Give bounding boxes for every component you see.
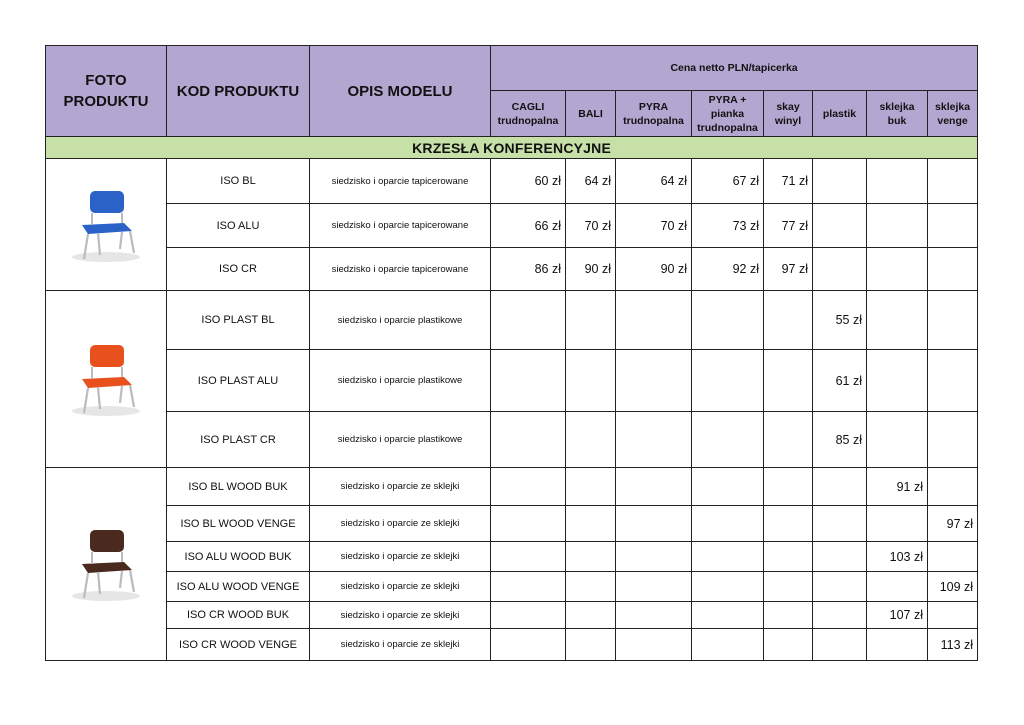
price-cell bbox=[867, 159, 928, 204]
price-cell bbox=[764, 506, 813, 542]
price-cell bbox=[764, 572, 813, 602]
col-plastik: plastik bbox=[813, 91, 867, 137]
chair-image bbox=[64, 339, 148, 419]
price-cell: 86 zł bbox=[491, 248, 566, 291]
table-row bbox=[46, 204, 978, 248]
price-cell bbox=[616, 291, 692, 350]
price-cell bbox=[928, 412, 978, 468]
price-cell bbox=[616, 350, 692, 412]
col-sklejka-buk: sklejka buk bbox=[867, 91, 928, 137]
product-description: siedzisko i oparcie ze sklejki bbox=[310, 542, 491, 572]
chair-image bbox=[64, 185, 148, 265]
price-cell: 66 zł bbox=[491, 204, 566, 248]
price-cell: 67 zł bbox=[692, 159, 764, 204]
price-cell: 103 zł bbox=[867, 542, 928, 572]
price-cell bbox=[616, 572, 692, 602]
product-photo-iso-wood bbox=[46, 468, 167, 661]
price-cell bbox=[616, 506, 692, 542]
price-cell bbox=[692, 412, 764, 468]
table-row bbox=[46, 291, 978, 350]
price-cell bbox=[928, 350, 978, 412]
price-cell: 70 zł bbox=[616, 204, 692, 248]
price-cell bbox=[813, 572, 867, 602]
price-cell bbox=[764, 542, 813, 572]
price-cell: 90 zł bbox=[616, 248, 692, 291]
table-row bbox=[46, 629, 978, 661]
product-code: ISO CR WOOD VENGE bbox=[167, 629, 310, 661]
chair-image bbox=[64, 524, 148, 604]
price-cell bbox=[867, 572, 928, 602]
product-photo-iso-upholstered bbox=[46, 159, 167, 291]
section-title: KRZESŁA KONFERENCYJNE bbox=[46, 137, 978, 159]
price-cell bbox=[764, 629, 813, 661]
price-cell bbox=[867, 248, 928, 291]
price-cell bbox=[928, 542, 978, 572]
price-cell: 109 zł bbox=[928, 572, 978, 602]
header-kod-produktu: KOD PRODUKTU bbox=[167, 46, 310, 137]
product-description: siedzisko i oparcie plastikowe bbox=[310, 412, 491, 468]
table-row bbox=[46, 248, 978, 291]
price-cell bbox=[566, 542, 616, 572]
price-cell bbox=[764, 291, 813, 350]
price-cell bbox=[692, 468, 764, 506]
price-cell: 91 zł bbox=[867, 468, 928, 506]
product-code: ISO CR WOOD BUK bbox=[167, 602, 310, 629]
product-description: siedzisko i oparcie tapicerowane bbox=[310, 204, 491, 248]
price-cell bbox=[764, 350, 813, 412]
price-cell bbox=[491, 350, 566, 412]
price-cell: 107 zł bbox=[867, 602, 928, 629]
price-cell bbox=[867, 204, 928, 248]
price-cell bbox=[692, 542, 764, 572]
price-cell bbox=[928, 204, 978, 248]
price-cell bbox=[764, 602, 813, 629]
price-cell bbox=[813, 506, 867, 542]
product-description: siedzisko i oparcie ze sklejki bbox=[310, 506, 491, 542]
price-cell: 85 zł bbox=[813, 412, 867, 468]
price-cell bbox=[928, 602, 978, 629]
product-description: siedzisko i oparcie ze sklejki bbox=[310, 468, 491, 506]
product-code: ISO PLAST ALU bbox=[167, 350, 310, 412]
product-description: siedzisko i oparcie plastikowe bbox=[310, 291, 491, 350]
price-cell: 73 zł bbox=[692, 204, 764, 248]
header-price-group: Cena netto PLN/tapicerka bbox=[491, 46, 978, 91]
product-code: ISO BL WOOD BUK bbox=[167, 468, 310, 506]
price-cell bbox=[813, 248, 867, 291]
price-cell: 92 zł bbox=[692, 248, 764, 291]
price-cell: 97 zł bbox=[928, 506, 978, 542]
price-cell: 113 zł bbox=[928, 629, 978, 661]
price-cell bbox=[692, 629, 764, 661]
price-cell bbox=[867, 412, 928, 468]
price-cell: 61 zł bbox=[813, 350, 867, 412]
product-description: siedzisko i oparcie plastikowe bbox=[310, 350, 491, 412]
price-cell bbox=[616, 412, 692, 468]
product-description: siedzisko i oparcie ze sklejki bbox=[310, 629, 491, 661]
price-cell: 97 zł bbox=[764, 248, 813, 291]
price-table bbox=[45, 45, 978, 661]
table-row bbox=[46, 506, 978, 542]
price-cell: 70 zł bbox=[566, 204, 616, 248]
product-code: ISO ALU WOOD BUK bbox=[167, 542, 310, 572]
price-cell bbox=[566, 412, 616, 468]
price-cell bbox=[692, 602, 764, 629]
price-cell bbox=[692, 506, 764, 542]
col-pyra: PYRA trudnopalna bbox=[616, 91, 692, 137]
price-cell bbox=[491, 602, 566, 629]
price-cell bbox=[491, 572, 566, 602]
table-row bbox=[46, 602, 978, 629]
price-cell bbox=[616, 542, 692, 572]
price-cell: 64 zł bbox=[616, 159, 692, 204]
price-cell bbox=[813, 602, 867, 629]
price-cell: 64 zł bbox=[566, 159, 616, 204]
price-cell bbox=[566, 350, 616, 412]
product-code: ISO BL bbox=[167, 159, 310, 204]
col-sklejka-venge: sklejka venge bbox=[928, 91, 978, 137]
price-cell bbox=[867, 506, 928, 542]
price-cell: 77 zł bbox=[764, 204, 813, 248]
table-row bbox=[46, 542, 978, 572]
price-cell bbox=[764, 468, 813, 506]
product-description: siedzisko i oparcie ze sklejki bbox=[310, 572, 491, 602]
product-description: siedzisko i oparcie tapicerowane bbox=[310, 159, 491, 204]
price-cell bbox=[491, 506, 566, 542]
product-description: siedzisko i oparcie tapicerowane bbox=[310, 248, 491, 291]
col-cagli: CAGLI trudnopalna bbox=[491, 91, 566, 137]
price-cell bbox=[867, 629, 928, 661]
price-cell bbox=[692, 350, 764, 412]
price-cell bbox=[566, 291, 616, 350]
product-code: ISO CR bbox=[167, 248, 310, 291]
price-cell: 71 zł bbox=[764, 159, 813, 204]
product-code: ISO ALU WOOD VENGE bbox=[167, 572, 310, 602]
price-cell: 60 zł bbox=[491, 159, 566, 204]
col-pyra-pianka: PYRA + pianka trudnopalna bbox=[692, 91, 764, 137]
price-cell bbox=[616, 629, 692, 661]
product-code: ISO PLAST BL bbox=[167, 291, 310, 350]
price-cell bbox=[813, 204, 867, 248]
price-cell bbox=[491, 629, 566, 661]
header-foto-produktu: FOTO PRODUKTU bbox=[46, 46, 167, 137]
price-cell bbox=[867, 291, 928, 350]
price-cell bbox=[566, 572, 616, 602]
price-cell bbox=[491, 412, 566, 468]
product-code: ISO BL WOOD VENGE bbox=[167, 506, 310, 542]
table-row bbox=[46, 468, 978, 506]
product-code: ISO PLAST CR bbox=[167, 412, 310, 468]
table-row bbox=[46, 350, 978, 412]
header-opis-modelu: OPIS MODELU bbox=[310, 46, 491, 137]
product-code: ISO ALU bbox=[167, 204, 310, 248]
price-cell bbox=[813, 159, 867, 204]
product-rows bbox=[46, 159, 978, 661]
price-cell bbox=[566, 629, 616, 661]
product-photo-iso-plast bbox=[46, 291, 167, 468]
col-skay-winyl: skay winyl bbox=[764, 91, 813, 137]
price-cell bbox=[928, 468, 978, 506]
price-cell bbox=[928, 291, 978, 350]
price-cell bbox=[491, 542, 566, 572]
price-cell bbox=[764, 412, 813, 468]
price-cell bbox=[491, 468, 566, 506]
price-cell: 55 zł bbox=[813, 291, 867, 350]
price-cell bbox=[491, 291, 566, 350]
price-cell bbox=[616, 602, 692, 629]
table-row bbox=[46, 572, 978, 602]
price-cell bbox=[566, 468, 616, 506]
price-cell bbox=[867, 350, 928, 412]
table-row bbox=[46, 159, 978, 204]
price-cell bbox=[692, 572, 764, 602]
price-cell bbox=[566, 506, 616, 542]
price-cell: 90 zł bbox=[566, 248, 616, 291]
price-cell bbox=[616, 468, 692, 506]
table-row bbox=[46, 412, 978, 468]
product-description: siedzisko i oparcie ze sklejki bbox=[310, 602, 491, 629]
price-cell bbox=[813, 629, 867, 661]
price-cell bbox=[813, 542, 867, 572]
col-bali: BALI bbox=[566, 91, 616, 137]
price-cell bbox=[566, 602, 616, 629]
price-cell bbox=[813, 468, 867, 506]
price-cell bbox=[928, 248, 978, 291]
price-cell bbox=[692, 291, 764, 350]
price-cell bbox=[928, 159, 978, 204]
